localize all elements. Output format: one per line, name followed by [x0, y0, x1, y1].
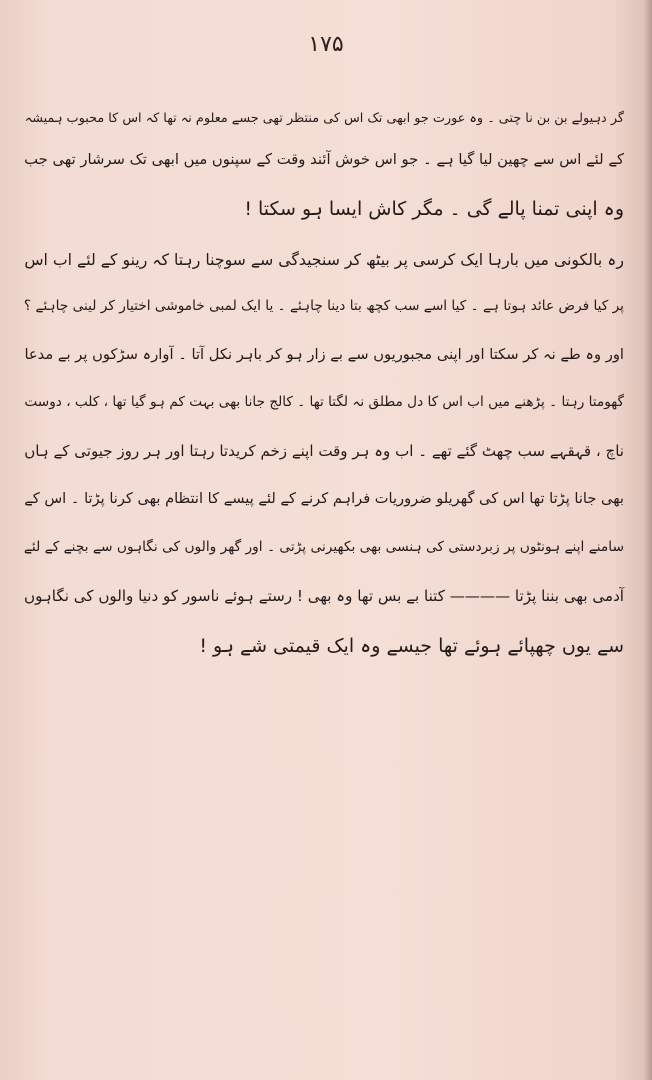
text-line: کے لئے اس سے چھین لیا گیا ہے ۔ جو اس خوش آئند وقت کے سپنوں میں ابھی تک سرشار تھی جب	[24, 151, 624, 168]
text-line: رہ بالکونی میں بارہا ایک کرسی پر بیٹھ کر سنجیدگی سے سوچنا رہتا کہ رینو کے لئے اب اس	[24, 250, 624, 269]
text-line: آدمی بھی بننا پڑتا ———— کتنا بے بس تھا وہ بھی ! رستے ہوئے ناسور کو دنیا والوں کی نگاہوں	[24, 587, 624, 605]
text-line: پر کیا فرض عائد ہوتا ہے ۔ کیا اسے سب کچھ بتا دینا چاہئے ۔ یا ایک لمبی خاموشی اختیار کر لینی چاہئے ؟	[23, 298, 624, 314]
text-line: سامنے اپنے ہونٹوں پر زبردستی کی ہنسی بھی بکھیرنی پڑتی ۔ اور گھر والوں کی نگاہوں سے بچنے کے لئے	[23, 539, 624, 555]
text-line: ناچ ، قہقہے سب چھٹ گئے تھے ۔ اب وہ ہر وقت اپنے زخم کریدتا رہتا اور ہر روز جیوتی کے ہاں	[24, 442, 624, 460]
text-line: بھی جانا پڑتا تھا اس کی گھریلو ضروریات فراہم کرنے کے لئے پیسے کا انتظام بھی کرنا پڑتا ۔ اس کے	[24, 490, 624, 507]
text-line: گھومتا رہتا ۔ پڑھنے میں اب اس کا دل مطلق نہ لگتا تھا ۔ کالج جانا بھی بہت کم ہو گیا تھا ، کلب ، دوست	[24, 394, 624, 410]
text-line: سے یوں چھپائے ہوئے تھا جیسے وہ ایک قیمتی شے ہو !	[199, 635, 624, 657]
text-line: گر دہیولے بن بن نا چتی ۔ وہ عورت جو ابھی تک اس کی منتظر تھی جسے معلوم نہ تھا کہ اس کا محبوب ہمیشہ	[24, 111, 624, 126]
page-number: ۱۷۵	[308, 32, 344, 57]
page-edge-shadow	[642, 0, 652, 1080]
text-line: اور وہ طے نہ کر سکتا اور اپنی مجبوریوں سے بے زار ہو کر باہر نکل آتا ۔ آوارہ سڑکوں پر بے مدعا	[24, 346, 624, 363]
text-line: وہ اپنی تمنا پالے گی ۔ مگر کاش ایسا ہو سکتا !	[244, 198, 624, 220]
